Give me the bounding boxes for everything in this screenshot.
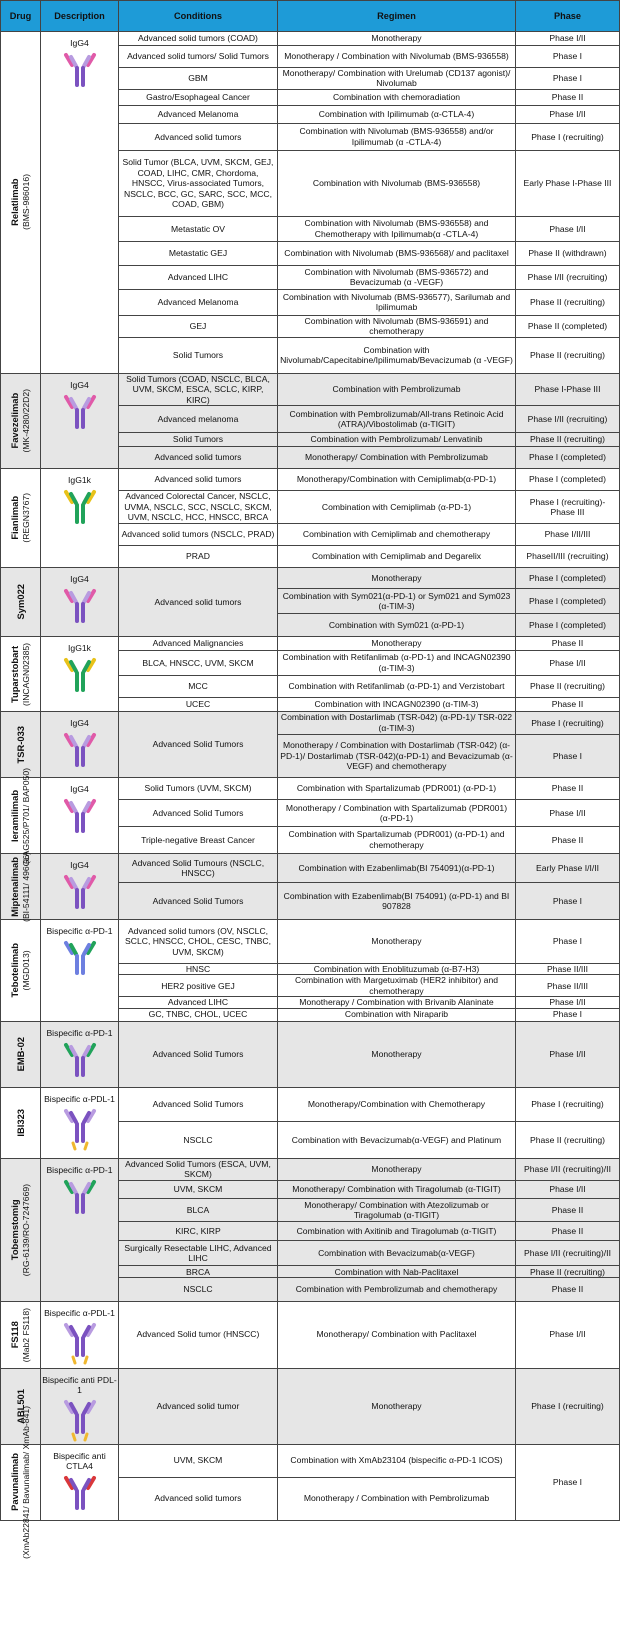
drug-name-cell bbox=[1, 1158, 41, 1301]
phase-cell: Phase I bbox=[516, 1008, 620, 1021]
igg4-antibody-icon bbox=[63, 873, 97, 917]
description-cell bbox=[41, 568, 119, 637]
phase-cell: Phase I bbox=[516, 920, 620, 964]
drug-code: (MK-4280/22D2) bbox=[21, 389, 31, 453]
antibody-format: IgG4 bbox=[70, 784, 89, 795]
conditions-cell: PRAD bbox=[119, 545, 278, 567]
phase-cell: Phase II (recruiting) bbox=[516, 433, 620, 447]
phase-cell: Phase II (recruiting) bbox=[516, 337, 620, 373]
conditions-cell: HNSC bbox=[119, 964, 278, 975]
drug-code: (RG-6139/RO-7247669) bbox=[21, 1183, 31, 1276]
antibody-format: IgG4 bbox=[70, 38, 89, 48]
regimen-cell: Combination with Nivolumab/Capecitabine/Ipilimumab/Bevacizumab (α -VEGF) bbox=[278, 337, 516, 373]
drug-name-cell bbox=[1, 568, 41, 637]
conditions-cell: Advanced solid tumors bbox=[119, 123, 278, 150]
regimen-cell: Combination with INCAGN02390 (α-TIM-3) bbox=[278, 697, 516, 711]
table-row bbox=[1, 1301, 620, 1368]
conditions-cell: Advanced solid tumors bbox=[119, 469, 278, 491]
regimen-cell: Combination with Nivolumab (BMS-936591) and chemotherapy bbox=[278, 315, 516, 337]
conditions-cell: NSCLC bbox=[119, 1122, 278, 1159]
phase-cell: Phase I (recruiting) bbox=[516, 1087, 620, 1121]
antibody-format: Bispecific anti PDL-1 bbox=[42, 1374, 117, 1395]
phase-cell: Phase I/II (recruiting) bbox=[516, 265, 620, 289]
table-body bbox=[1, 32, 620, 1559]
description-cell bbox=[41, 32, 119, 374]
description-cell bbox=[41, 920, 119, 1022]
table-row bbox=[1, 568, 620, 589]
drug-code: (LAG525/P701/ BAP050) bbox=[21, 767, 31, 864]
drug-name: FS118 bbox=[9, 1321, 20, 1349]
phase-cell: Phase II bbox=[516, 778, 620, 800]
antibody-format: IgG4 bbox=[70, 574, 89, 585]
conditions-cell: Advanced solid tumors (OV, NSCLC, SCLC, HNSCC, CHOL, CESC, TNBC, UVM, SKCM) bbox=[119, 920, 278, 964]
conditions-cell: Advanced Solid Tumors (ESCA, UVM, SKCM) bbox=[119, 1158, 278, 1180]
regimen-cell: Combination with Nivolumab (BMS-936568)/ and paclitaxel bbox=[278, 241, 516, 265]
regimen-cell: Combination with Nivolumab (BMS-936558) and/or Ipilimumab (α -CTLA-4) bbox=[278, 123, 516, 150]
regimen-cell: Combination with Margetuximab (HER2 inhibitor) and chemotherapy bbox=[278, 975, 516, 997]
conditions-cell: Advanced solid tumors (NSCLC, PRAD) bbox=[119, 523, 278, 545]
igg4-antibody-icon bbox=[63, 797, 97, 841]
regimen-cell: Combination with Pembrolizumab/ Lenvatinib bbox=[278, 433, 516, 447]
regimen-cell: Combination with Nab-Paclitaxel bbox=[278, 1266, 516, 1278]
conditions-cell: Triple-negative Breast Cancer bbox=[119, 826, 278, 853]
conditions-cell: GEJ bbox=[119, 315, 278, 337]
drug-name-cell bbox=[1, 767, 41, 864]
igg1k-antibody-icon bbox=[63, 488, 97, 532]
bispecific-antibody-icon bbox=[63, 1178, 97, 1222]
phase-cell: Early Phase I-Phase III bbox=[516, 150, 620, 216]
phase-cell: Phase I/II bbox=[516, 1301, 620, 1368]
drug-name: Tebotelimab bbox=[9, 943, 20, 998]
conditions-cell: Advanced Solid Tumors bbox=[119, 883, 278, 920]
regimen-cell: Combination with XmAb23104 (bispecific α-PD-1 ICOS) bbox=[278, 1444, 516, 1477]
regimen-cell: Combination with Ezabenlimab(BI 754091)(α-PD-1) bbox=[278, 854, 516, 883]
table-row bbox=[1, 920, 620, 964]
bispecific-pdl1-icon bbox=[63, 1107, 97, 1151]
regimen-cell: Combination with Spartalizumab (PDR001) (α-PD-1) bbox=[278, 778, 516, 800]
regimen-cell: Monotherapy / Combination with Brivanib Alaninate bbox=[278, 997, 516, 1008]
phase-cell: Phase II (recruiting) bbox=[516, 1122, 620, 1159]
phase-cell: Phase I (completed) bbox=[516, 469, 620, 491]
conditions-cell: Advanced Solid Tumors bbox=[119, 712, 278, 778]
conditions-cell: UCEC bbox=[119, 697, 278, 711]
regimen-cell: Combination with Ipilimumab (α-CTLA-4) bbox=[278, 105, 516, 123]
antibody-format: IgG1k bbox=[68, 643, 91, 654]
regimen-cell: Combination with Pembrolizumab bbox=[278, 373, 516, 405]
antibody-format: IgG1k bbox=[68, 475, 91, 486]
table-row bbox=[1, 712, 620, 735]
regimen-cell: Combination with Cemiplimab (α-PD-1) bbox=[278, 491, 516, 523]
phase-cell: Phase I bbox=[516, 1444, 620, 1520]
header-conditions: Conditions bbox=[119, 1, 278, 32]
regimen-cell: Monotherapy bbox=[278, 568, 516, 589]
regimen-cell: Monotherapy bbox=[278, 32, 516, 46]
regimen-cell: Monotherapy / Combination with Nivolumab (BMS-936558) bbox=[278, 46, 516, 68]
conditions-cell: Advanced Solid Tumors bbox=[119, 800, 278, 826]
drug-name-cell bbox=[1, 1301, 41, 1368]
drug-name-cell bbox=[1, 373, 41, 468]
regimen-cell: Combination with Sym021 (α-PD-1) bbox=[278, 613, 516, 636]
conditions-cell: Advanced Solid Tumors bbox=[119, 1087, 278, 1121]
conditions-cell: HER2 positive GEJ bbox=[119, 975, 278, 997]
conditions-cell: GBM bbox=[119, 68, 278, 90]
regimen-cell: Monotherapy / Combination with Pembrolizumab bbox=[278, 1477, 516, 1520]
conditions-cell: KIRC, KIRP bbox=[119, 1222, 278, 1241]
description-cell bbox=[41, 1368, 119, 1444]
igg4-antibody-icon bbox=[63, 731, 97, 775]
phase-cell: Phase II (completed) bbox=[516, 315, 620, 337]
phase-cell: Phase I bbox=[516, 46, 620, 68]
description-cell bbox=[41, 1087, 119, 1158]
drug-name-cell bbox=[1, 1087, 41, 1158]
description-cell bbox=[41, 712, 119, 778]
description-cell bbox=[41, 854, 119, 920]
phase-cell: Phase II (recruiting) bbox=[516, 675, 620, 697]
drug-name: IBI323 bbox=[14, 1108, 26, 1137]
phase-cell: Phase II bbox=[516, 697, 620, 711]
phase-cell: Phase II (recruiting) bbox=[516, 289, 620, 315]
drug-name-cell bbox=[1, 851, 41, 922]
description-cell bbox=[41, 1021, 119, 1087]
drug-name: Pavunalimab bbox=[9, 1453, 20, 1512]
conditions-cell: Advanced solid tumors bbox=[119, 568, 278, 637]
conditions-cell: MCC bbox=[119, 675, 278, 697]
phase-cell: Phase II bbox=[516, 1278, 620, 1301]
conditions-cell: NSCLC bbox=[119, 1278, 278, 1301]
conditions-cell: Solid Tumors bbox=[119, 337, 278, 373]
conditions-cell: Advanced Solid Tumours (NSCLC, HNSCC) bbox=[119, 854, 278, 883]
regimen-cell: Combination with Retifanlimab (α-PD-1) and INCAGN02390 (α-TIM-3) bbox=[278, 651, 516, 675]
conditions-cell: Advanced Solid tumor (HNSCC) bbox=[119, 1301, 278, 1368]
header-row bbox=[1, 1, 620, 32]
phase-cell: Phase I (recruiting) bbox=[516, 123, 620, 150]
table-row bbox=[1, 469, 620, 491]
phase-cell: Phase II/III bbox=[516, 964, 620, 975]
antibody-format: Bispecific α-PD-1 bbox=[46, 1164, 113, 1175]
conditions-cell: GC, TNBC, CHOL, UCEC bbox=[119, 1008, 278, 1021]
table-row bbox=[1, 373, 620, 405]
conditions-cell: Advanced solid tumors bbox=[119, 447, 278, 469]
phase-cell: Phase I/II bbox=[516, 1180, 620, 1198]
bispecific-ctla4-icon bbox=[63, 1474, 97, 1518]
regimen-cell: Monotherapy/ Combination with Atezolizumab or Tiragolumab (α-TIGIT) bbox=[278, 1198, 516, 1221]
regimen-cell: Monotherapy/ Combination with Tiragolumab (α-TIGIT) bbox=[278, 1180, 516, 1198]
conditions-cell: Solid Tumor (BLCA, UVM, SKCM, GEJ, COAD, LIHC, CMR, Chordoma, HNSCC, Virus-associated Tumors, NSCLC, BCC, GC, SARC, SCC, MCC, COAD, GBM) bbox=[119, 150, 278, 216]
regimen-cell: Combination with Bevacizumab(α-VEGF) bbox=[278, 1241, 516, 1266]
phase-cell: Early Phase I/I/II bbox=[516, 854, 620, 883]
regimen-cell: Monotherapy bbox=[278, 1368, 516, 1444]
conditions-cell: Advanced LIHC bbox=[119, 265, 278, 289]
phase-cell: Phase I/II bbox=[516, 105, 620, 123]
drug-code: (INCAGN02385) bbox=[21, 642, 31, 706]
regimen-cell: Monotherapy/Combination with Chemotherapy bbox=[278, 1087, 516, 1121]
table-row bbox=[1, 1368, 620, 1444]
regimen-cell: Monotherapy / Combination with Dostarlimab (TSR-042) (α-PD-1)/ Dostarlimab (TSR-042)(α-PD-1) and Bevacizumab (α-VEGF) and chemotherapy bbox=[278, 734, 516, 777]
regimen-cell: Monotherapy bbox=[278, 637, 516, 651]
drug-name: Sym022 bbox=[14, 584, 26, 620]
conditions-cell: Advanced solid tumor bbox=[119, 1368, 278, 1444]
regimen-cell: Monotherapy/ Combination with Pembrolizumab bbox=[278, 447, 516, 469]
phase-cell: Phase I (completed) bbox=[516, 447, 620, 469]
conditions-cell: Surgically Resectable LIHC, Advanced LIHC bbox=[119, 1241, 278, 1266]
drug-name: Miptenalimab bbox=[9, 856, 20, 917]
conditions-cell: Solid Tumors (UVM, SKCM) bbox=[119, 778, 278, 800]
drug-code: (MGD013) bbox=[21, 950, 31, 991]
regimen-cell: Monotherapy bbox=[278, 920, 516, 964]
phase-cell: Phase I-Phase III bbox=[516, 373, 620, 405]
description-cell bbox=[41, 1444, 119, 1520]
regimen-cell: Combination with Nivolumab (BMS-936558) bbox=[278, 150, 516, 216]
phase-cell: Phase I/II bbox=[516, 32, 620, 46]
phase-cell: Phase I (completed) bbox=[516, 589, 620, 613]
conditions-cell: Advanced Melanoma bbox=[119, 289, 278, 315]
phase-cell: Phase II bbox=[516, 1198, 620, 1221]
phase-cell: Phase II (recruiting) bbox=[516, 1266, 620, 1278]
igg4-antibody-icon bbox=[63, 51, 97, 95]
igg4-antibody-icon bbox=[63, 587, 97, 631]
description-cell bbox=[41, 778, 119, 854]
regimen-cell: Combination with Cemiplimab and chemotherapy bbox=[278, 523, 516, 545]
drug-name: ABL501 bbox=[14, 1388, 26, 1424]
phase-cell: Phase I/II bbox=[516, 1021, 620, 1087]
regimen-cell: Monotherapy/ Combination with Urelumab (CD137 agonist)/ Nivolumab bbox=[278, 68, 516, 90]
description-cell bbox=[41, 1301, 119, 1368]
regimen-cell: Monotherapy/ Combination with Paclitaxel bbox=[278, 1301, 516, 1368]
phase-cell: Phase I/II bbox=[516, 216, 620, 241]
phase-cell: Phase I (recruiting) bbox=[516, 1368, 620, 1444]
regimen-cell: Combination with Niraparib bbox=[278, 1008, 516, 1021]
table-row bbox=[1, 1444, 620, 1477]
regimen-cell: Combination with Dostarlimab (TSR-042) (α-PD-1)/ TSR-022 (α-TIM-3) bbox=[278, 712, 516, 735]
regimen-cell: Combination with Nivolumab (BMS-936558) and Chemotherapy with Ipilimumab(α -CTLA-4) bbox=[278, 216, 516, 241]
drug-name-cell bbox=[1, 32, 41, 374]
drug-name-cell bbox=[1, 1021, 41, 1087]
regimen-cell: Combination with Pembrolizumab/All-trans Retinoic Acid (ATRA)/Vibostolimab (α-TIGIT) bbox=[278, 406, 516, 433]
phase-cell: Phase I (recruiting) bbox=[516, 712, 620, 735]
drug-name: Tuparstobart bbox=[9, 645, 20, 703]
drug-name: Tobemstomig bbox=[9, 1199, 20, 1261]
regimen-cell: Combination with Cemiplimab and Degarelix bbox=[278, 545, 516, 567]
regimen-cell: Combination with Axitinib and Tiragolumab (α-TIGIT) bbox=[278, 1222, 516, 1241]
header-regimen: Regimen bbox=[278, 1, 516, 32]
drug-name-cell bbox=[1, 920, 41, 1022]
conditions-cell: Gastro/Esophageal Cancer bbox=[119, 89, 278, 105]
phase-cell: Phase I bbox=[516, 883, 620, 920]
phase-cell: Phase I (completed) bbox=[516, 613, 620, 636]
drug-name: Favezelimab bbox=[9, 393, 20, 449]
phase-cell: Phase I bbox=[516, 734, 620, 777]
antibody-format: IgG4 bbox=[70, 860, 89, 871]
drug-name: Ieramilimab bbox=[9, 789, 20, 842]
phase-cell: Phase II bbox=[516, 1222, 620, 1241]
phase-cell: Phase II bbox=[516, 637, 620, 651]
table-row bbox=[1, 1021, 620, 1087]
description-cell bbox=[41, 469, 119, 568]
antibody-format: Bispecific α-PDL-1 bbox=[44, 1093, 115, 1104]
phase-cell: Phase II/III bbox=[516, 975, 620, 997]
header-description: Description bbox=[41, 1, 119, 32]
conditions-cell: Metastatic GEJ bbox=[119, 241, 278, 265]
regimen-cell: Combination with Ezabenlimab(BI 754091) (α-PD-1) and BI 907828 bbox=[278, 883, 516, 920]
phase-cell: Phase I (recruiting)-Phase III bbox=[516, 491, 620, 523]
conditions-cell: Advanced solid tumors (COAD) bbox=[119, 32, 278, 46]
phase-cell: Phase II (withdrawn) bbox=[516, 241, 620, 265]
table-row bbox=[1, 854, 620, 883]
header-phase: Phase bbox=[516, 1, 620, 32]
conditions-cell: UVM, SKCM bbox=[119, 1180, 278, 1198]
description-cell bbox=[41, 637, 119, 712]
phase-cell: Phase I/II bbox=[516, 997, 620, 1008]
regimen-cell: Combination with Bevacizumab(α-VEGF) and Platinum bbox=[278, 1122, 516, 1159]
drug-code: (BMS-986016) bbox=[21, 174, 31, 231]
drug-name: Fianlimab bbox=[9, 496, 20, 540]
conditions-cell: Advanced solid tumors/ Solid Tumors bbox=[119, 46, 278, 68]
igg1k-antibody-icon bbox=[63, 656, 97, 700]
conditions-cell: BLCA, HNSCC, UVM, SKCM bbox=[119, 651, 278, 675]
conditions-cell: Advanced melanoma bbox=[119, 406, 278, 433]
header-drug: Drug bbox=[1, 1, 41, 32]
drug-name: TSR-033 bbox=[14, 725, 26, 764]
conditions-cell: Advanced Solid Tumors bbox=[119, 1021, 278, 1087]
drug-code: (BI-54111/ 496G6) bbox=[21, 851, 31, 922]
drug-code: (Mab2 FS118) bbox=[21, 1307, 31, 1362]
bispecific-antibody-icon bbox=[63, 1041, 97, 1085]
drug-name: Relatlimab bbox=[9, 178, 20, 227]
drug-code: (XmAb22841/ Bavunalimab/ XmAb-841) bbox=[21, 1405, 31, 1559]
antibody-format: Bispecific α-PDL-1 bbox=[44, 1307, 115, 1318]
regimen-cell: Monotherapy/Combination with Cemiplimab(α-PD-1) bbox=[278, 469, 516, 491]
phase-cell: Phase I/II bbox=[516, 651, 620, 675]
phase-cell: Phase I/II (recruiting)/II bbox=[516, 1158, 620, 1180]
table-row bbox=[1, 1087, 620, 1121]
bispecific-dart-icon bbox=[63, 939, 97, 983]
table-row bbox=[1, 1158, 620, 1180]
antibody-format: Bispecific α-PD-1 bbox=[46, 1027, 113, 1038]
phase-cell: Phase I bbox=[516, 68, 620, 90]
antibody-format: IgG4 bbox=[70, 718, 89, 729]
conditions-cell: Advanced Malignancies bbox=[119, 637, 278, 651]
table-row bbox=[1, 778, 620, 800]
regimen-cell: Combination with Pembrolizumab and chemotherapy bbox=[278, 1278, 516, 1301]
regimen-cell: Monotherapy / Combination with Spartalizumab (PDR001) (α-PD-1) bbox=[278, 800, 516, 826]
description-cell bbox=[41, 1158, 119, 1301]
conditions-cell: BRCA bbox=[119, 1266, 278, 1278]
conditions-cell: Advanced Colorectal Cancer, NSCLC, UVMA, NSCLC, SCC, NSCLC, SKCM, UVM, NSCLC, HCC, HNSCC, BRCA bbox=[119, 491, 278, 523]
phase-cell: Phase II bbox=[516, 826, 620, 853]
description-cell bbox=[41, 373, 119, 468]
antibody-format: IgG4 bbox=[70, 379, 89, 390]
drug-name: EMB-02 bbox=[14, 1036, 26, 1072]
antibody-format: Bispecific α-PD-1 bbox=[46, 926, 113, 937]
antibody-format: Bispecific anti CTLA4 bbox=[53, 1450, 106, 1471]
regimen-cell: Combination with Retifanlimab (α-PD-1) and Verzistobart bbox=[278, 675, 516, 697]
conditions-cell: Metastatic OV bbox=[119, 216, 278, 241]
phase-cell: Phase I/II bbox=[516, 800, 620, 826]
regimen-cell: Combination with Sym021(α-PD-1) or Sym021 and Sym023 (α-TIM-3) bbox=[278, 589, 516, 613]
conditions-cell: Solid Tumors (COAD, NSCLC, BLCA, UVM, SKCM, ESCA, SCLC, KIRP, KIRC) bbox=[119, 373, 278, 405]
drug-name-cell bbox=[1, 469, 41, 568]
phase-cell: PhaseII/III (recruiting) bbox=[516, 545, 620, 567]
regimen-cell: Combination with Nivolumab (BMS-936577), Sarilumab and Ipilimumab bbox=[278, 289, 516, 315]
phase-cell: Phase I/II (recruiting)/II bbox=[516, 1241, 620, 1266]
regimen-cell: Combination with Spartalizumab (PDR001) (α-PD-1) and chemotherapy bbox=[278, 826, 516, 853]
phase-cell: Phase I (completed) bbox=[516, 568, 620, 589]
drug-code: (REGN3767) bbox=[21, 493, 31, 543]
conditions-cell: Advanced LIHC bbox=[119, 997, 278, 1008]
regimen-cell: Combination with Enoblituzumab (α-B7-H3) bbox=[278, 964, 516, 975]
phase-cell: Phase I/II/III bbox=[516, 523, 620, 545]
table-row bbox=[1, 32, 620, 46]
bispecific-pdl1-icon bbox=[63, 1321, 97, 1365]
conditions-cell: Solid Tumors bbox=[119, 433, 278, 447]
conditions-cell: Advanced solid tumors bbox=[119, 1477, 278, 1520]
conditions-cell: Advanced Melanoma bbox=[119, 105, 278, 123]
regimen-cell: Monotherapy bbox=[278, 1158, 516, 1180]
drug-name-cell bbox=[1, 637, 41, 712]
bispecific-pdl1-icon bbox=[63, 1398, 97, 1442]
conditions-cell: BLCA bbox=[119, 1198, 278, 1221]
regimen-cell: Combination with chemoradiation bbox=[278, 89, 516, 105]
phase-cell: Phase II bbox=[516, 89, 620, 105]
phase-cell: Phase I/II (recruiting) bbox=[516, 406, 620, 433]
regimen-cell: Monotherapy bbox=[278, 1021, 516, 1087]
regimen-cell: Combination with Nivolumab (BMS-936572) and Bevacizumab (α -VEGF) bbox=[278, 265, 516, 289]
conditions-cell: UVM, SKCM bbox=[119, 1444, 278, 1477]
table-row bbox=[1, 637, 620, 651]
igg4-antibody-icon bbox=[63, 393, 97, 437]
